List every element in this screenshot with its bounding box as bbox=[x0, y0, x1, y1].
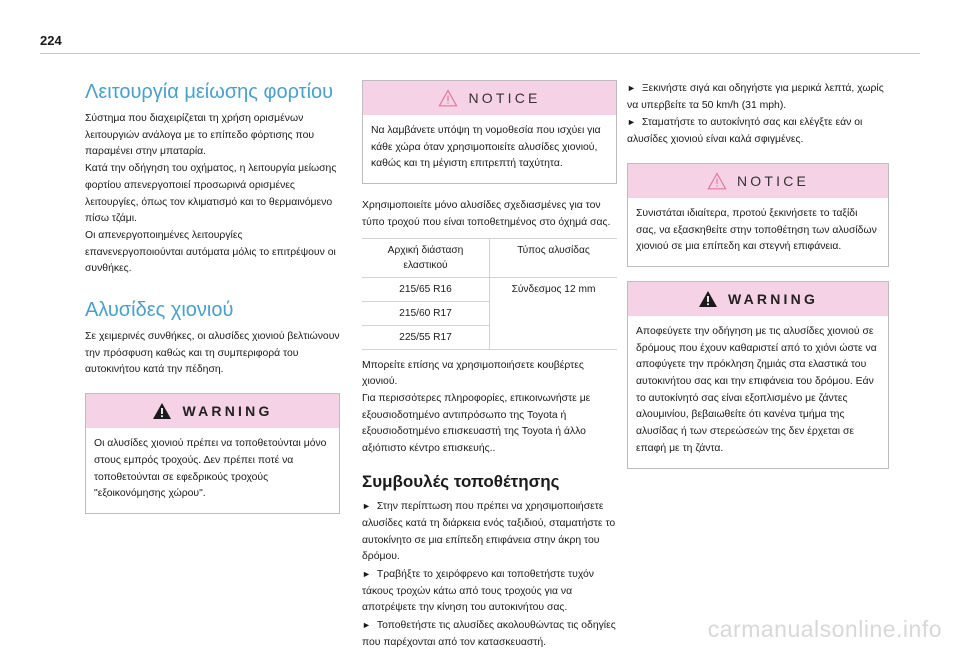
bullet-arrow-icon: ► bbox=[362, 501, 371, 512]
load-reduction-paragraph-3: Οι απενεργοποιημένες λειτουργίες επανενεργοποιούνται αυτόματα μόλις το επιτρέψουν οι συνθήκες. bbox=[85, 229, 336, 275]
bullet-arrow-icon: ► bbox=[362, 568, 371, 579]
notice-box-text: Συνιστάται ιδιαίτερα, προτού ξεκινήσετε το ταξίδι σας, να εξασκηθείτε στην τοποθέτηση των αλυσίδων χιονιού σε μια επίπεδη και στεγνή επιφάνεια. bbox=[636, 207, 877, 253]
column-left bbox=[85, 80, 340, 528]
notice-box-legislation bbox=[362, 80, 617, 184]
warning-box-text: Αποφεύγετε την οδήγηση με τις αλυσίδες χιονιού σε δρόμους που έχουν καθαριστεί από το χιόνι ώστε να αποφύγετε την πρόκληση ζημιάς στα ελαστικά του αυτοκινήτου σας και την επιφάνεια του δρόμου. Εάν το αυτοκίνητό σας είναι εξοπλισμένο με ζάντες αλουμινίου, βεβαιωθείτε ότι κανένα τμήμα της αλυσίδας ή των στερεώσεών της δεν έρχεται σε επαφή με τη ζάντα. bbox=[636, 325, 877, 454]
load-reduction-paragraph-2: Κατά την οδήγηση του οχήματος, η λειτουργία μείωσης φορτίου απενεργοποιεί προσωρινά ορισμένες λειτουργίες, όπως τον κλιματισμό και το θερμαινόμενο πίσω τζάμι. bbox=[85, 163, 337, 225]
warning-triangle-filled-icon bbox=[698, 290, 718, 308]
install-step-3: ► Τοποθετήστε τις αλυσίδες ακολουθώντας τις οδηγίες που παρέχονται από τον κατασκευαστή. bbox=[362, 620, 616, 648]
notice-box-title: NOTICE bbox=[468, 90, 541, 106]
tire-chain-table bbox=[362, 238, 617, 350]
installation-tips-heading: Συμβουλές τοποθέτησης bbox=[362, 471, 560, 491]
warning-box-cleared-roads bbox=[627, 281, 889, 469]
snow-chains-heading: Αλυσίδες χιονιού bbox=[85, 299, 234, 322]
bullet-arrow-icon: ► bbox=[362, 620, 371, 631]
install-step-4: ► Ξεκινήστε σιγά και οδηγήστε για μερικά λεπτά, χωρίς να υπερβείτε τα 50 km/h (31 mph). bbox=[627, 83, 884, 111]
page-number: 224 bbox=[40, 33, 62, 48]
table-header-chain-type: Τύπος αλυσίδας bbox=[490, 238, 618, 277]
top-divider bbox=[40, 53, 920, 54]
load-reduction-paragraph-1: Σύστημα που διαχειρίζεται τη χρήση ορισμένων λειτουργιών ανάλογα με το επίπεδο φόρτισης που παραμένει στην μπαταρία. bbox=[85, 113, 315, 158]
warning-triangle-outline-icon bbox=[707, 172, 727, 190]
install-step-5: ► Σταματήστε το αυτοκίνητό σας και ελέγξτε εάν οι αλυσίδες χιονιού είναι καλά σφιγμένες. bbox=[627, 117, 863, 146]
watermark: carmanualsonline.info bbox=[707, 616, 942, 642]
warning-triangle-filled-icon bbox=[152, 402, 172, 420]
table-cell-chain-type: Σύνδεσμος 12 mm bbox=[490, 277, 618, 349]
table-header-row bbox=[362, 238, 617, 277]
chains-intro-paragraph: Χρησιμοποιείτε μόνο αλυσίδες σχεδιασμένες για τον τύπο τροχού που είναι τοποθετημένος στο όχημά σας. bbox=[362, 200, 611, 228]
table-row bbox=[362, 277, 617, 301]
table-cell-tire-size: 215/60 R17 bbox=[362, 301, 490, 325]
warning-box-header bbox=[628, 282, 888, 316]
notice-box-practice bbox=[627, 163, 889, 267]
install-step-2: ► Τραβήξτε το χειρόφρενο και τοποθετήστε τυχόν τάκους τροχών κάτω από τους τροχούς για να αποτρέψετε την κίνηση του αυτοκινήτου σας. bbox=[362, 568, 594, 614]
notice-box-title: NOTICE bbox=[736, 172, 810, 189]
warning-box-front-wheels bbox=[85, 393, 340, 514]
notice-box-header bbox=[628, 164, 888, 198]
table-header-tire-size: Αρχική διάσταση ελαστικού bbox=[362, 238, 490, 277]
install-step-1: ► Στην περίπτωση που πρέπει να χρησιμοποιήσετε αλυσίδες κατά τη διάρκεια ενός ταξιδιού, σταματήστε το αυτοκίνητο σε μια επίπεδη επιφάνεια στην άκρη του δρόμου. bbox=[362, 501, 616, 563]
warning-box-title: WARNING bbox=[727, 290, 819, 307]
bullet-arrow-icon: ► bbox=[627, 83, 636, 93]
table-cell-tire-size: 215/65 R16 bbox=[362, 277, 490, 301]
snow-socks-paragraph: Μπορείτε επίσης να χρησιμοποιήσετε κουβέρτες χιονιού. bbox=[362, 359, 584, 388]
more-info-paragraph: Για περισσότερες πληροφορίες, επικοινωνήστε με εξουσιοδοτημένο αντιπρόσωπο της Toyota ή εξουσιοδοτημένο επισκευαστή της Toyota ή άλλο αξιόπιστο κέντρο επισκευής.. bbox=[362, 392, 591, 455]
warning-box-header bbox=[86, 394, 339, 428]
warning-box-title: WARNING bbox=[182, 403, 273, 420]
bullet-arrow-icon: ► bbox=[627, 117, 636, 128]
load-reduction-heading: Λειτουργία μείωσης φορτίου bbox=[85, 81, 334, 103]
column-middle bbox=[362, 80, 617, 649]
warning-triangle-outline-icon bbox=[438, 89, 458, 107]
warning-box-text: Οι αλυσίδες χιονιού πρέπει να τοποθετούνται μόνο στους εμπρός τροχούς. Δεν πρέπει ποτέ να τοποθετούνται σε εφεδρικούς τροχούς "εξοικονόμησης χώρου". bbox=[94, 438, 327, 500]
notice-box-header bbox=[363, 81, 616, 115]
snow-chains-paragraph: Σε χειμερινές συνθήκες, οι αλυσίδες χιονιού βελτιώνουν την πρόσφυση καθώς και τη συμπεριφορά του αυτοκινήτου κατά την πέδηση. bbox=[85, 331, 340, 376]
table-cell-tire-size: 225/55 R17 bbox=[362, 325, 490, 349]
notice-box-text: Να λαμβάνετε υπόψη τη νομοθεσία που ισχύει για κάθε χώρα όταν χρησιμοποιείτε αλυσίδες χιονιού, καθώς και τη μέγιστη επιτρεπτή ταχύτητα. bbox=[371, 125, 601, 170]
column-right bbox=[627, 80, 889, 483]
